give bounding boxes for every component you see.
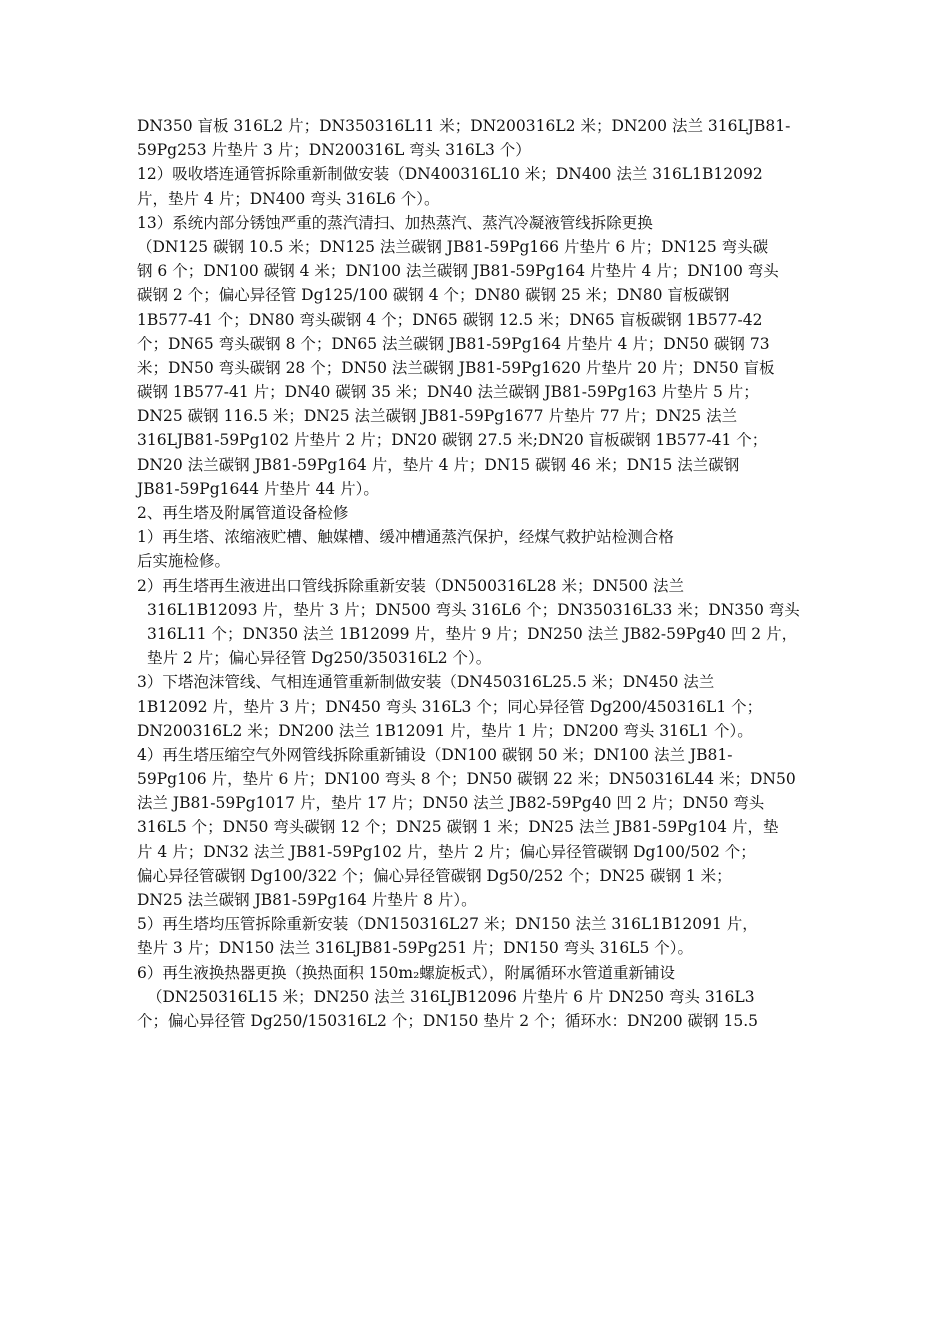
text-line: （DN125 碳钢 10.5 米；DN125 法兰碳钢 JB81-59Pg166 片垫片 6 片；DN125 弯头碳 xyxy=(137,237,769,256)
text-line: 12）吸收塔连通管拆除重新制做安装（DN400316L10 米；DN400 法兰 316L1B12092 xyxy=(137,165,763,184)
text-line: 316L5 个；DN50 弯头碳钢 12 个；DN25 碳钢 1 米；DN25 法兰 JB81-59Pg104 片，垫 xyxy=(137,818,779,837)
text-line: 2）再生塔再生液进出口管线拆除重新安装（DN500316L28 米；DN500 法兰 xyxy=(137,576,684,595)
text-line: 后实施检修。 xyxy=(137,552,231,571)
text-line: 片 4 片；DN32 法兰 JB81-59Pg102 片，垫片 2 片；偏心异径管碳钢 Dg100/502 个； xyxy=(137,842,756,861)
text-line: 碳钢 2 个；偏心异径管 Dg125/100 碳钢 4 个；DN80 碳钢 25 米；DN80 盲板碳钢 xyxy=(137,286,730,305)
text-line: 片，垫片 4 片；DN400 弯头 316L6 个）。 xyxy=(137,189,440,208)
text-line: DN350 盲板 316L2 片；DN350316L11 米；DN200316L2 米；DN200 法兰 316LJB81- xyxy=(137,117,791,135)
text-line: 个；DN65 弯头碳钢 8 个；DN65 法兰碳钢 JB81-59Pg164 片垫片 4 片；DN50 碳钢 73 xyxy=(137,334,770,353)
document-body xyxy=(137,114,827,1033)
text-line: 13）系统内部分锈蚀严重的蒸汽清扫、加热蒸汽、蒸汽冷凝液管线拆除更换 xyxy=(137,213,653,232)
text-line: DN200316L2 米；DN200 法兰 1B12091 片，垫片 1 片；DN200 弯头 316L1 个）。 xyxy=(137,721,753,740)
text-line: 偏心异径管碳钢 Dg100/322 个；偏心异径管碳钢 Dg50/252 个；DN25 碳钢 1 米； xyxy=(137,866,732,885)
text-line: 垫片 3 片；DN150 法兰 316LJB81-59Pg251 片；DN150 弯头 316L5 个）。 xyxy=(137,939,694,958)
text-line: 1B12092 片，垫片 3 片；DN450 弯头 316L3 个；同心异径管 Dg200/450316L1 个； xyxy=(137,697,763,716)
text-line: DN25 碳钢 116.5 米；DN25 法兰碳钢 JB81-59Pg1677 片垫片 77 片；DN25 法兰 xyxy=(137,407,738,426)
text-line: JB81-59Pg1644 片垫片 44 片）。 xyxy=(137,479,379,498)
text-line: （DN250316L15 米；DN250 法兰 316LJB12096 片垫片 6 片 DN250 弯头 316L3 xyxy=(147,987,755,1006)
text-line: 316L1B12093 片，垫片 3 片；DN500 弯头 316L6 个；DN350316L33 米；DN350 弯头 xyxy=(147,600,800,619)
text-line: 1B577-41 个；DN80 弯头碳钢 4 个；DN65 碳钢 12.5 米；DN65 盲板碳钢 1B577-42 xyxy=(137,310,763,329)
text-line: 3）下塔泡沫管线、气相连通管重新制做安装（DN450316L25.5 米；DN450 法兰 xyxy=(137,673,715,692)
text-line: 米；DN50 弯头碳钢 28 个；DN50 法兰碳钢 JB81-59Pg1620 片垫片 20 片；DN50 盲板 xyxy=(137,358,775,377)
text-line: 钢 6 个；DN100 碳钢 4 米；DN100 法兰碳钢 JB81-59Pg164 片垫片 4 片；DN100 弯头 xyxy=(137,262,779,281)
text-line: 59Pg106 片，垫片 6 片；DN100 弯头 8 个；DN50 碳钢 22 米；DN50316L44 米；DN50 xyxy=(137,770,796,789)
text-line: 6）再生液换热器更换（换热面积 150m₂螺旋板式），附属循环水管道重新铺设 xyxy=(137,963,676,982)
text-line: 垫片 2 片；偏心异径管 Dg250/350316L2 个）。 xyxy=(147,649,492,668)
text-line: 碳钢 1B577-41 片；DN40 碳钢 35 米；DN40 法兰碳钢 JB81-59Pg163 片垫片 5 片； xyxy=(137,383,759,402)
text-line: 1）再生塔、浓缩液贮槽、触媒槽、缓冲槽通蒸汽保护，经煤气救护站检测合格 xyxy=(137,528,674,547)
section-heading: 2、再生塔及附属管道设备检修 xyxy=(137,504,349,522)
text-line: 59Pg253 片垫片 3 片；DN200316L 弯头 316L3 个） xyxy=(137,141,531,160)
text-line: 5）再生塔均压管拆除重新安装（DN150316L27 米；DN150 法兰 316L1B12091 片， xyxy=(137,915,758,934)
text-line: 个；偏心异径管 Dg250/150316L2 个；DN150 垫片 2 个；循环水：DN200 碳钢 15.5 xyxy=(137,1011,758,1030)
text-line: 法兰 JB81-59Pg1017 片，垫片 17 片；DN50 法兰 JB82-59Pg40 凹 2 片；DN50 弯头 xyxy=(137,794,765,813)
text-line: DN20 法兰碳钢 JB81-59Pg164 片，垫片 4 片；DN15 碳钢 46 米；DN15 法兰碳钢 xyxy=(137,455,740,474)
text-line: 316L11 个；DN350 法兰 1B12099 片，垫片 9 片；DN250 法兰 JB82-59Pg40 凹 2 片， xyxy=(147,624,798,643)
text-line: 316LJB81-59Pg102 片垫片 2 片；DN20 碳钢 27.5 米;DN20 盲板碳钢 1B577-41 个； xyxy=(137,431,768,450)
text-line: 4）再生塔压缩空气外网管线拆除重新铺设（DN100 碳钢 50 米；DN100 法兰 JB81- xyxy=(137,745,733,764)
text-line: DN25 法兰碳钢 JB81-59Pg164 片垫片 8 片）。 xyxy=(137,891,477,909)
